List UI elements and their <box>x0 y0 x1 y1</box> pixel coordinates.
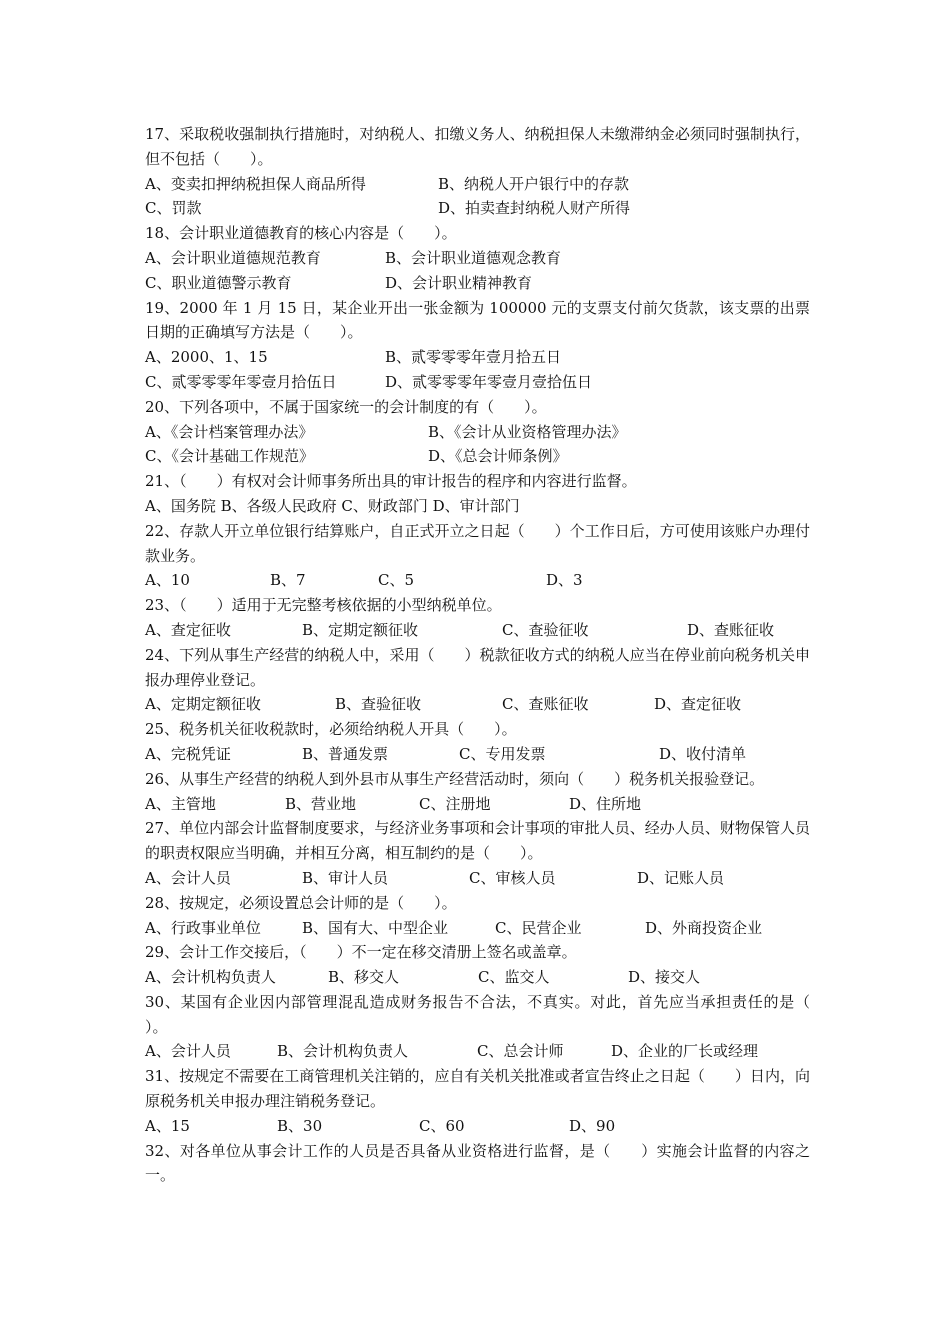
question-text: 31、按规定不需要在工商管理机关注销的，应自有关机关批准或者宣告终止之日起（ ）日内，向原税务机关申报办理注销税务登记。 <box>145 1067 810 1111</box>
option: A、定期定额征收 <box>145 695 261 714</box>
question-text: 18、会计职业道德教育的核心内容是（ ）。 <box>145 224 457 243</box>
option-row <box>145 792 810 817</box>
option: B、《会计从业资格管理办法》 <box>428 422 627 441</box>
option: C、职业道德警示教育 <box>145 273 292 292</box>
option: D、查定征收 <box>654 695 742 714</box>
question-text: 21、（ ）有权对会计师事务所出具的审计报告的程序和内容进行监督。 <box>145 472 637 491</box>
question-text: 27、单位内部会计监督制度要求，与经济业务事项和会计事项的审批人员、经办人员、财物保管人员的职责权限应当明确，并相互分离，相互制约的是（ ）。 <box>145 819 810 863</box>
option: D、3 <box>546 571 583 590</box>
option: B、会计职业道德观念教育 <box>385 248 562 267</box>
option: D、拍卖查封纳税人财产所得 <box>438 199 631 218</box>
option: A、会计人员 <box>145 1042 231 1061</box>
option: B、纳税人开户银行中的存款 <box>438 174 630 193</box>
question-text: 25、税务机关征收税款时，必须给纳税人开具（ ）。 <box>145 720 517 739</box>
option: C、罚款 <box>145 199 202 218</box>
question-text: 22、存款人开立单位银行结算账户，自正式开立之日起（ ）个工作日后，方可使用该账户办理付款业务。 <box>145 521 810 565</box>
option: D、外商投资企业 <box>645 918 763 937</box>
option: A、变卖扣押纳税担保人商品所得 <box>145 174 366 193</box>
option-row <box>145 246 810 271</box>
option-row <box>145 1114 810 1139</box>
option-row <box>145 172 810 197</box>
option: C、专用发票 <box>459 744 546 763</box>
question-text: 20、下列各项中，不属于国家统一的会计制度的有（ ）。 <box>145 397 547 416</box>
option: B、审计人员 <box>302 868 389 887</box>
option-row <box>145 370 810 395</box>
option: D、记账人员 <box>637 868 725 887</box>
question-text: 26、从事生产经营的纳税人到外县市从事生产经营活动时，须向（ ）税务机关报验登记。 <box>145 769 765 788</box>
option-row: A、国务院 B、各级人民政府 C、财政部门 D、审计部门 <box>145 496 520 515</box>
option: A、完税凭证 <box>145 744 231 763</box>
option: A、《会计档案管理办法》 <box>145 422 314 441</box>
option: B、查验征收 <box>335 695 422 714</box>
option: C、总会计师 <box>477 1042 564 1061</box>
question-text: 23、（ ）适用于无完整考核依据的小型纳税单位。 <box>145 596 502 615</box>
option: D、企业的厂长或经理 <box>611 1042 759 1061</box>
option: C、审核人员 <box>469 868 556 887</box>
option: C、监交人 <box>478 968 550 987</box>
option: C、查验征收 <box>502 620 589 639</box>
option: C、民营企业 <box>495 918 582 937</box>
option-row <box>145 692 810 717</box>
option-row <box>145 1039 810 1064</box>
option-row <box>145 965 810 990</box>
question-text: 28、按规定，必须设置总会计师的是（ ）。 <box>145 893 457 912</box>
option: D、《总会计师条例》 <box>428 447 568 466</box>
option-row <box>145 618 810 643</box>
option: A、会计职业道德规范教育 <box>145 248 321 267</box>
option: A、查定征收 <box>145 620 231 639</box>
option: C、查账征收 <box>502 695 589 714</box>
option-row <box>145 196 810 221</box>
option: A、2000、1、15 <box>145 348 268 367</box>
question-text: 32、对各单位从事会计工作的人员是否具备从业资格进行监督，是（ ）实施会计监督的内容之一。 <box>145 1141 810 1185</box>
option: B、30 <box>277 1116 323 1135</box>
option: A、会计机构负责人 <box>145 968 276 987</box>
option: D、收付清单 <box>659 744 747 763</box>
option: D、会计职业精神教育 <box>385 273 533 292</box>
option: D、住所地 <box>569 794 642 813</box>
question-text: 24、下列从事生产经营的纳税人中，采用（ ）税款征收方式的纳税人应当在停业前向税务机关申报办理停业登记。 <box>145 645 810 689</box>
option: D、接交人 <box>628 968 701 987</box>
option: C、5 <box>378 571 415 590</box>
question-text: 17、采取税收强制执行措施时，对纳税人、扣缴义务人、纳税担保人未缴滞纳金必须同时强制执行，但不包括（ ）。 <box>145 125 810 168</box>
option: B、营业地 <box>285 794 357 813</box>
option-row <box>145 568 810 593</box>
option: D、贰零零零年零壹月壹拾伍日 <box>385 372 593 391</box>
option: B、贰零零零年壹月拾五日 <box>385 348 562 367</box>
option: B、定期定额征收 <box>302 620 419 639</box>
option: D、查账征收 <box>687 620 775 639</box>
option-row <box>145 420 810 445</box>
option: C、《会计基础工作规范》 <box>145 447 314 466</box>
option: A、15 <box>145 1116 190 1135</box>
question-text: 30、某国有企业因内部管理混乱造成财务报告不合法，不真实。对此，首先应当承担责任的是（ ）。 <box>145 992 841 1036</box>
option: A、主管地 <box>145 794 216 813</box>
option: D、90 <box>569 1116 616 1135</box>
option: B、移交人 <box>328 968 400 987</box>
option: C、注册地 <box>419 794 491 813</box>
option-row <box>145 271 810 296</box>
option: C、60 <box>419 1116 465 1135</box>
document-page <box>145 122 841 1188</box>
option: C、贰零零零年零壹月拾伍日 <box>145 372 337 391</box>
question-text: 19、2000 年 1 月 15 日，某企业开出一张金额为 100000 元的支票支付前欠货款，该支票的出票日期的正确填写方法是（ ）。 <box>145 298 810 342</box>
question-text: 29、会计工作交接后，（ ）不一定在移交清册上签名或盖章。 <box>145 943 577 962</box>
option: B、国有大、中型企业 <box>302 918 449 937</box>
option-row <box>145 444 810 469</box>
option-row <box>145 866 810 891</box>
option: A、行政事业单位 <box>145 918 261 937</box>
option: B、会计机构负责人 <box>277 1042 409 1061</box>
option: A、10 <box>145 571 190 590</box>
option: B、7 <box>270 571 306 590</box>
option-row <box>145 742 810 767</box>
option: A、会计人员 <box>145 868 231 887</box>
option-row <box>145 916 810 941</box>
option-row <box>145 345 810 370</box>
option: B、普通发票 <box>302 744 389 763</box>
